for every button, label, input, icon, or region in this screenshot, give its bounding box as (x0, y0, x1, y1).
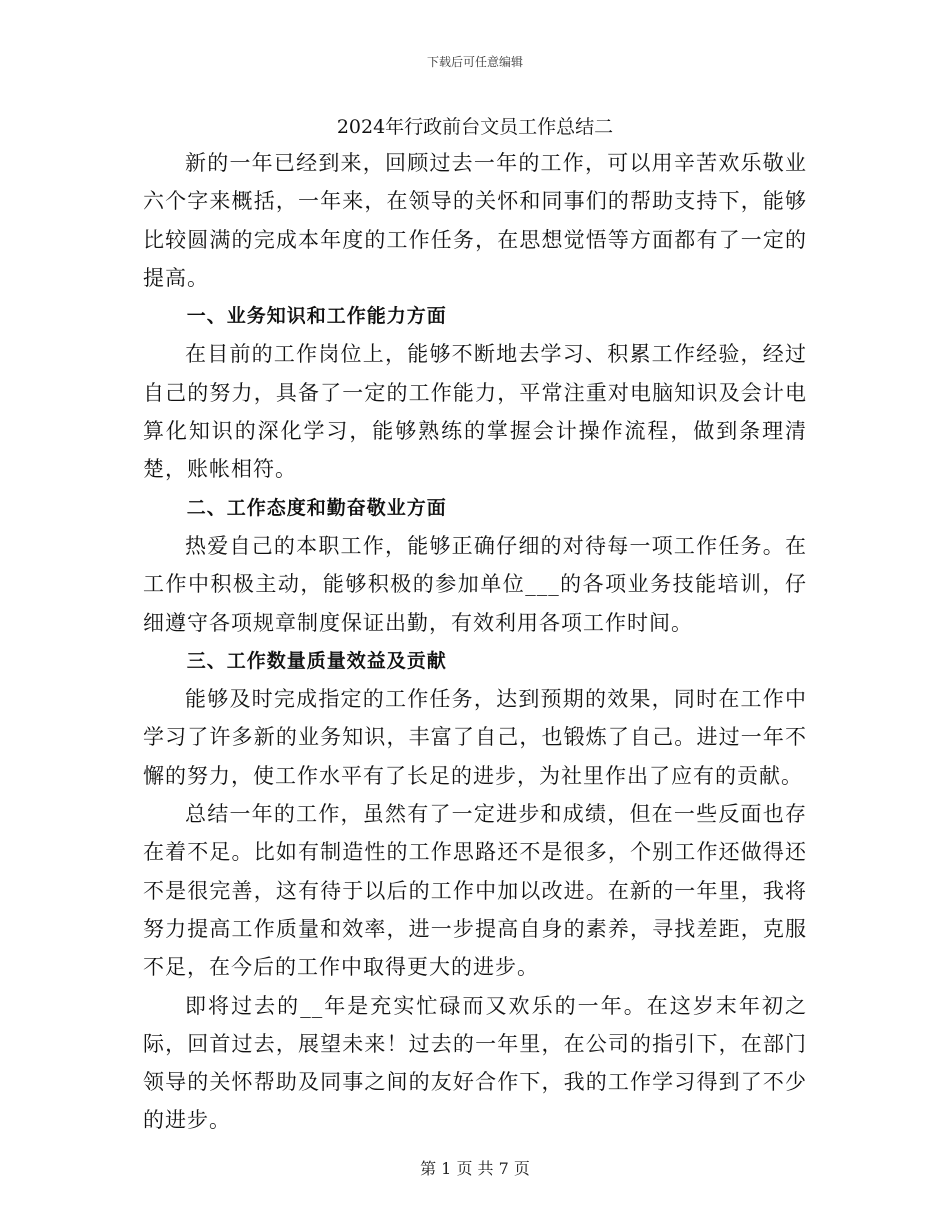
section-heading-2: 二、工作态度和勤奋敬业方面 (186, 496, 447, 519)
paragraph-intro: 新的一年已经到来，回顾过去一年的工作，可以用辛苦欢乐敬业六个字来概括，一年来，在领导的关怀和同事们的帮助支持下，能够比较圆满的完成本年度的工作任务，在思想觉悟等方面都有了一定的提高。 (143, 151, 807, 290)
document-body (143, 110, 807, 1140)
paragraph-work-attitude: 热爱自己的本职工作，能够正确仔细的对待每一项工作任务。在工作中积极主动，能够积极的参加单位___的各项业务技能培训，仔细遵守各项规章制度保证出勤，有效利用各项工作时间。 (143, 533, 807, 635)
paragraph-year-end: 即将过去的__年是充实忙碌而又欢乐的一年。在这岁末年初之际，回首过去，展望未来！过去的一年里，在公司的指引下，在部门领导的关怀帮助及同事之间的友好合作下，我的工作学习得到了不少的进步。 (143, 993, 807, 1133)
paragraph-business-knowledge: 在目前的工作岗位上，能够不断地去学习、积累工作经验，经过自己的努力，具备了一定的工作能力，平常注重对电脑知识及会计电算化知识的深化学习，能够熟练的掌握会计操作流程，做到条理清楚，账帐相符。 (143, 342, 807, 482)
section-heading-3: 三、工作数量质量效益及贡献 (186, 649, 447, 672)
section-heading-1: 一、业务知识和工作能力方面 (186, 305, 447, 328)
page-number-footer: 第 1 页 共 7 页 (420, 1159, 530, 1178)
paragraph-work-quality: 能够及时完成指定的工作任务，达到预期的效果，同时在工作中学习了许多新的业务知识，丰富了自己，也锻炼了自己。进过一年不懈的努力，使工作水平有了长足的进步，为社里作出了应有的贡献。 (143, 687, 807, 788)
header-note: 下载后可任意编辑 (426, 55, 523, 69)
paragraph-summary: 总结一年的工作，虽然有了一定进步和成绩，但在一些反面也存在着不足。比如有制造性的工作思路还不是很多，个别工作还做得还不是很完善，这有待于以后的工作中加以改进。在新的一年里，我将努力提高工作质量和效率，进一步提高自身的素养，寻找差距，克服不足，在今后的工作中取得更大的进步。 (143, 802, 807, 980)
document-title: 2024年行政前台文员工作总结二 (336, 116, 614, 138)
